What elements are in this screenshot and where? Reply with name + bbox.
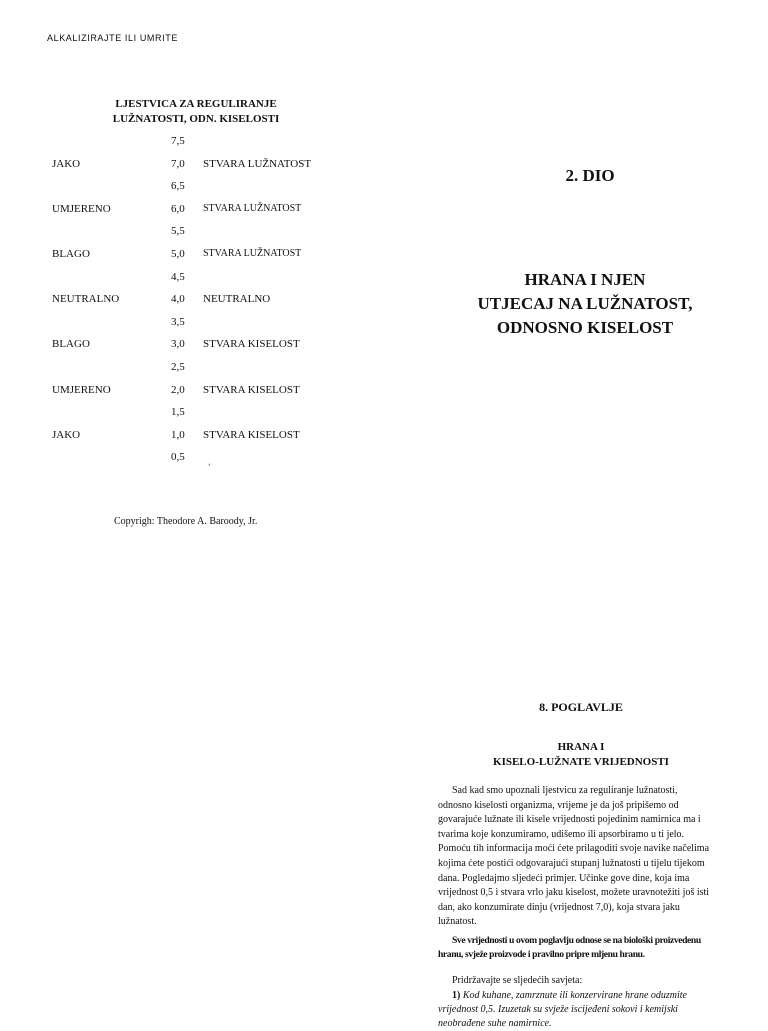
chapter-number: 8. POGLAVLJE [539, 700, 623, 714]
scale-value: 1,0 [171, 429, 185, 441]
scale-level-label: JAKO [52, 158, 81, 170]
stray-mark: ‘ [208, 462, 211, 471]
part-title [440, 268, 730, 340]
scale-effect-label: STVARA KISELOST [203, 338, 300, 350]
scale-title [96, 97, 296, 127]
scale-effect-label: STVARA LUŽNATOST [203, 248, 302, 259]
scale-level-label: BLAGO [52, 248, 90, 260]
scale-effect-label: STVARA LUŽNATOST [203, 203, 302, 214]
scale-value: 3,0 [171, 338, 185, 350]
scale-value: 0,5 [171, 451, 185, 463]
scale-effect-label: STVARA LUŽNATOST [203, 158, 312, 170]
chapter-title-line-2: KISELO-LUŽNATE VRIJEDNOSTI [493, 756, 669, 768]
scale-effect-label: STVARA KISELOST [203, 429, 300, 441]
part-title-line-3: ODNOSNO KISELOST [496, 318, 674, 337]
chapter-title-line-1: HRANA I [557, 741, 605, 753]
scale-value: 5,0 [171, 248, 185, 260]
scale-value: 5,5 [171, 225, 185, 237]
chapter-title [438, 740, 724, 770]
scale-level-label: NEUTRALNO [52, 293, 120, 305]
scale-effect-label: STVARA KISELOST [203, 384, 300, 396]
scale-value: 3,5 [171, 316, 185, 328]
tip-1-text: Kod kuhane, zamrznute ili konzervirane hrane oduzmite vrijednost 0,5. Izuzetak su svježe iscijeđeni sokovi i kemijski neobrađene suhe namirnice. [438, 990, 687, 1029]
scale-title-line-1: LJESTVICA ZA REGULIRANJE [115, 98, 277, 110]
part-number: 2. DIO [565, 166, 615, 185]
scale-value: 4,5 [171, 271, 185, 283]
scale-value: 7,0 [171, 158, 185, 170]
copyright-note: Copyrigh: Theodore A. Baroody, Jr. [114, 516, 258, 527]
scale-level-label: UMJERENO [52, 384, 111, 396]
scale-title-line-2: LUŽNATOSTI, ODN. KISELOSTI [112, 113, 280, 125]
scale-level-label: BLAGO [52, 338, 90, 350]
scale-value: 2,5 [171, 361, 185, 373]
scale-level-label: JAKO [52, 429, 81, 441]
part-title-line-2: UTJECAJ NA LUŽNATOST, [477, 294, 693, 313]
tip-1-number: 1) [452, 990, 461, 1001]
scale-value: 1,5 [171, 406, 185, 418]
scale-value: 7,5 [171, 135, 185, 147]
scale-effect-label: NEUTRALNO [203, 293, 271, 305]
scale-value: 6,5 [171, 180, 185, 192]
running-header: ALKALIZIRAJTE ILI UMRITE [47, 33, 178, 43]
tips-intro: Pridržavajte se sljedećih savjeta: [452, 975, 583, 986]
part-title-line-1: HRANA I NJEN [524, 270, 646, 289]
chapter-body-paragraph: Sad kad smo upoznali ljestvicu za reguliranje lužnatosti, odnosno kiselosti organizma, vrijeme je da još pripišemo od govarajuće lužnate ili kisele vrijednosti pojedinim namirnica ma i tvarima koje konzumiramo, udišemo ili apsorbiramo u ti jelo. Pomoću tih informacija moći ćete prilagoditi svoje navike načelima kojima ćete postići odgovarajući stupanj lužnatosti u tijelu tijekom dana. Pogledajmo sljedeći primjer. Učinke gove dine, koja ima vrijednost 0,5 i stvara vrlo jaku kiselost, možete uravnotežiti još isti dan, ako konzumirate dinju (vrijednost 7,0), koja stvara jaku lužnatost. [438, 785, 710, 928]
scale-level-label: UMJERENO [52, 203, 111, 215]
chapter-note-paragraph: Sve vrijednosti u ovom poglavlju odnose se na biološki proizvedenu hranu, svježe proizvode i pravilno pripre mljenu hranu. [438, 935, 701, 960]
scale-value: 6,0 [171, 203, 185, 215]
scale-value: 2,0 [171, 384, 185, 396]
scale-value: 4,0 [171, 293, 185, 305]
tip-1 [438, 989, 710, 1031]
